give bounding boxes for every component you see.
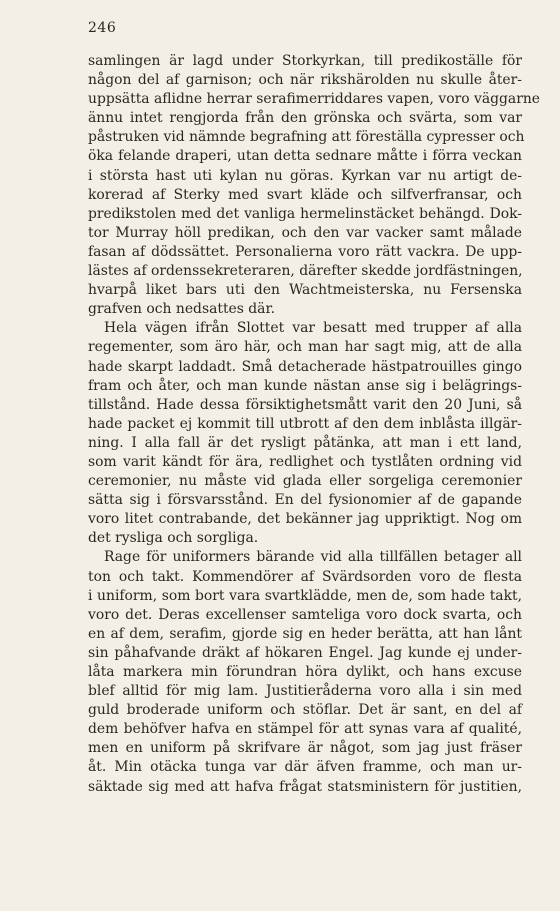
text-line: som varit kändt för ära, redlighet och tystlåten ordning vid: [88, 453, 522, 470]
text-line: hvarpå liket bars uti den Wachtmeisterska, nu Fersenska: [88, 282, 522, 299]
text-line: fasan af dödssättet. Personalierna voro rätt vackra. De upp-: [88, 243, 522, 260]
text-line: voro litet contrabande, det bekänner jag uppriktigt. Nog om: [88, 511, 522, 528]
text-line: lästes af ordenssekreteraren, därefter skedde jordfästningen,: [88, 263, 523, 280]
text-line: korerad af Sterky med svart kläde och silfverfransar, och: [88, 186, 522, 203]
text-line: Hela vägen ifrån Slottet var besatt med trupper af alla: [104, 320, 522, 337]
text-line: i uniform, som bort vara svartklädde, men de, som hade takt,: [88, 587, 522, 604]
body-text: [88, 52, 541, 797]
text-line: predikstolen med det vanliga hermelinstäcket behängd. Dok-: [88, 205, 522, 222]
text-line: voro det. Deras excellenser samteliga voro dock svarta, och: [88, 606, 522, 623]
text-line: tillstånd. Hade dessa försiktighetsmått varit den 20 Juni, så: [88, 396, 522, 413]
text-line: ning. I alla fall är det rysligt påtänka, att man i ett land,: [88, 434, 522, 451]
text-line: sätta sig i försvarsstånd. En del fysionomier af de gapande: [88, 492, 522, 509]
text-line: regementer, som äro här, och man har sagt mig, att de alla: [88, 339, 522, 356]
text-line: ceremonier, nu måste vid glada eller sorgeliga ceremonier: [88, 473, 522, 490]
text-line: det rysliga och sorgliga.: [88, 530, 259, 547]
page-number: 246: [88, 20, 117, 36]
text-line: grafven och nedsattes där.: [88, 301, 275, 318]
text-line: åt. Min otäcka tunga var där äfven framme, och man ur-: [88, 759, 522, 776]
text-line: ännu intet rengjorda från den grönska och svärta, som var: [88, 110, 522, 127]
text-line: hade skarpt laddadt. Små detacherade hästpatrouilles gingo: [88, 358, 522, 375]
text-line: tor Murray höll predikan, och den var vacker samt målade: [88, 224, 522, 241]
text-line: hade packet ej kommit till utbrott af den dem inblåsta illgär-: [88, 415, 522, 432]
text-line: låta markera min förundran höra dylikt, och hans excuse: [88, 664, 522, 680]
text-line: guld broderade uniform och stöflar. Det är sant, en del af: [88, 702, 522, 719]
text-line: sin påhafvande dräkt af hökaren Engel. Jag kunde ej under-: [88, 644, 522, 661]
text-line: säktade sig med att hafva frågat statsministern för justitien,: [88, 778, 522, 795]
text-line: i största hast uti kylan nu göras. Kyrkan var nu artigt de-: [88, 167, 522, 184]
text-line: men en uniform på skrifvare är något, som jag just fräser: [88, 740, 522, 757]
text-line: ton och takt. Kommendörer af Svärdsorden voro de flesta: [88, 568, 522, 585]
text-line: någon del af garnison; och när rikshärolden nu skulle åter-: [88, 72, 522, 89]
text-line: uppsätta aflidne herrar serafimerriddares vapen, voro väggarne: [88, 91, 541, 108]
text-line: en af dem, serafim, gjorde sig en heder berätta, att han lånt: [88, 625, 522, 642]
text-line: samlingen är lagd under Storkyrkan, till predikoställe för: [88, 53, 522, 69]
text-line: påstruken vid nämnde begrafning att föreställa cypresser och: [88, 129, 525, 146]
text-line: öka felande draperi, utan detta sednare måtte i förra veckan: [88, 148, 522, 165]
text-line: Rage för uniformers bärande vid alla tillfällen betager all: [104, 549, 522, 566]
text-line: fram och åter, och man kunde nästan anse sig i belägrings-: [88, 377, 522, 394]
text-line: blef alltid för mig lam. Justitieråderna voro alla i sin med: [88, 683, 522, 700]
text-line: dem behöfver hafva en stämpel för att synas vara af qualité,: [88, 721, 522, 738]
